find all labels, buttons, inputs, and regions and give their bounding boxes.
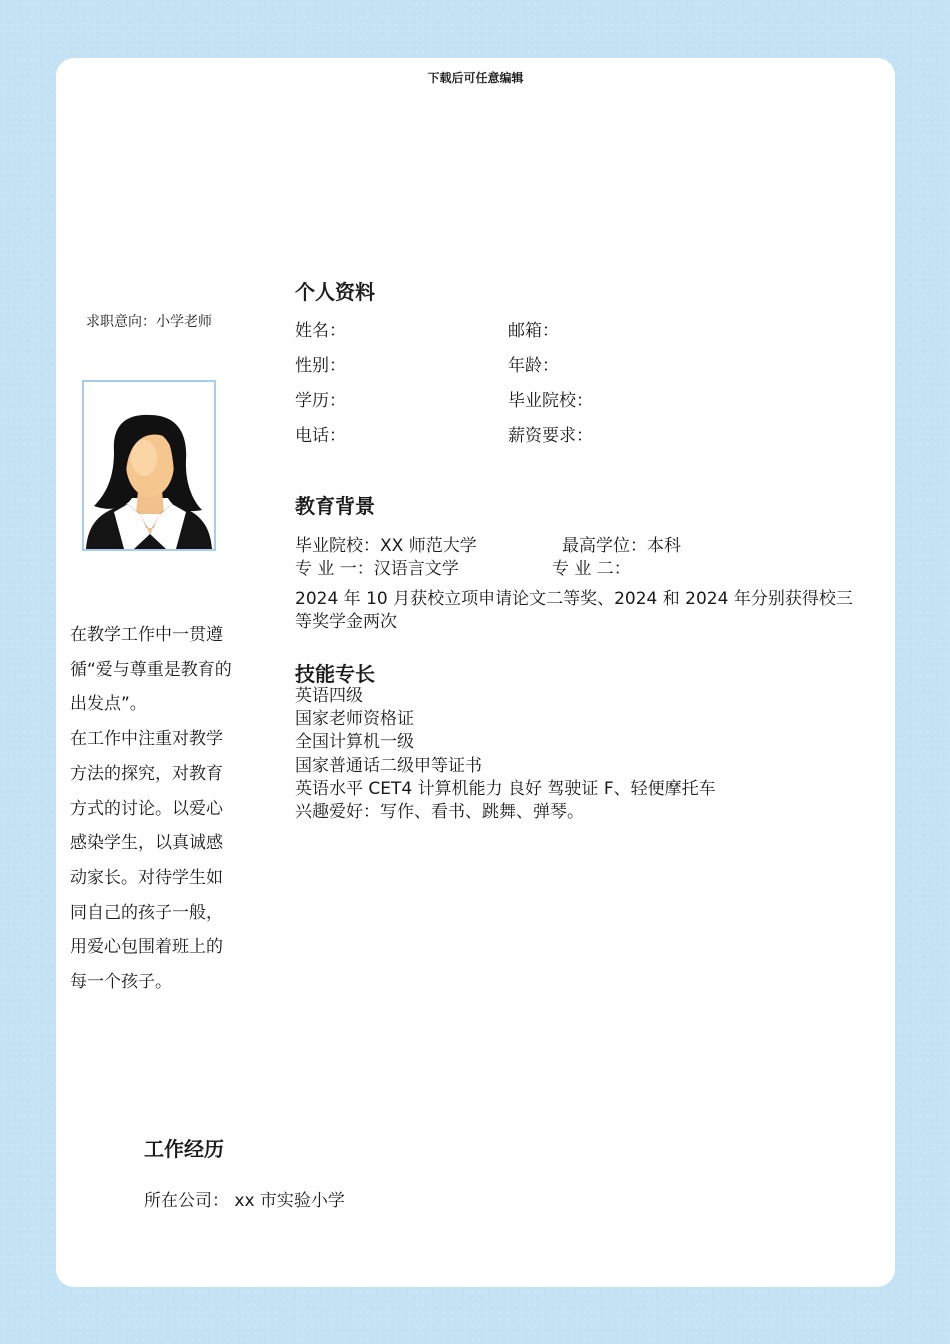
work-company: 所在公司： xx 市实验小学 [144,1191,345,1211]
age-label: 年龄： [508,356,559,376]
personal-motto [70,618,236,1000]
email-label: 邮箱： [508,321,559,341]
skills-list [295,685,716,824]
edit-note: 下载后可任意编辑 [427,71,524,85]
phone-label: 电话： [295,426,346,446]
resume-page [56,58,895,1287]
skill-item: 国家普通话二级甲等证书 [295,755,482,776]
education-major-two: 专 业 二： [552,559,631,579]
education-awards: 2024 年 10 月获校立项申请论文二等奖、2024 和 2024 年分别获得校三等奖学金两次 [295,589,853,632]
salary-label: 薪资要求： [508,426,593,446]
education-label: 学历： [295,391,346,411]
education-title: 教育背景 [295,494,375,518]
job-intent: 求职意向：小学老师 [86,314,212,330]
work-experience-title: 工作经历 [144,1137,224,1161]
education-degree: 最高学位：本科 [562,536,681,556]
school-label: 毕业院校： [508,391,593,411]
skill-item: 兴趣爱好：写作、看书、跳舞、弹琴。 [295,802,584,823]
personal-info-title: 个人资料 [295,280,375,304]
profile-photo [82,380,216,551]
skill-item: 全国计算机一级 [295,732,414,753]
skill-item: 英语四级 [295,686,363,706]
name-label: 姓名： [295,321,346,341]
skill-item: 国家老师资格证 [295,709,414,730]
motto-paragraph: 在工作中注重对教学方法的探究，对教育方式的讨论。以爱心感染学生，以真诚感动家长。对待学生如同自己的孩子一般，用爱心包围着班上的每一个孩子。 [70,729,223,993]
motto-paragraph: 在教学工作中一贯遵循“爱与尊重是教育的出发点”。 [70,625,232,715]
gender-label: 性别： [295,356,346,376]
skill-item: 英语水平 CET4 计算机能力 良好 驾驶证 F、轻便摩托车 [295,778,716,799]
education-school: 毕业院校：XX 师范大学 [295,536,477,556]
skills-title: 技能专长 [295,662,375,686]
avatar-icon [84,382,214,549]
education-major-one: 专 业 一：汉语言文学 [295,559,459,579]
